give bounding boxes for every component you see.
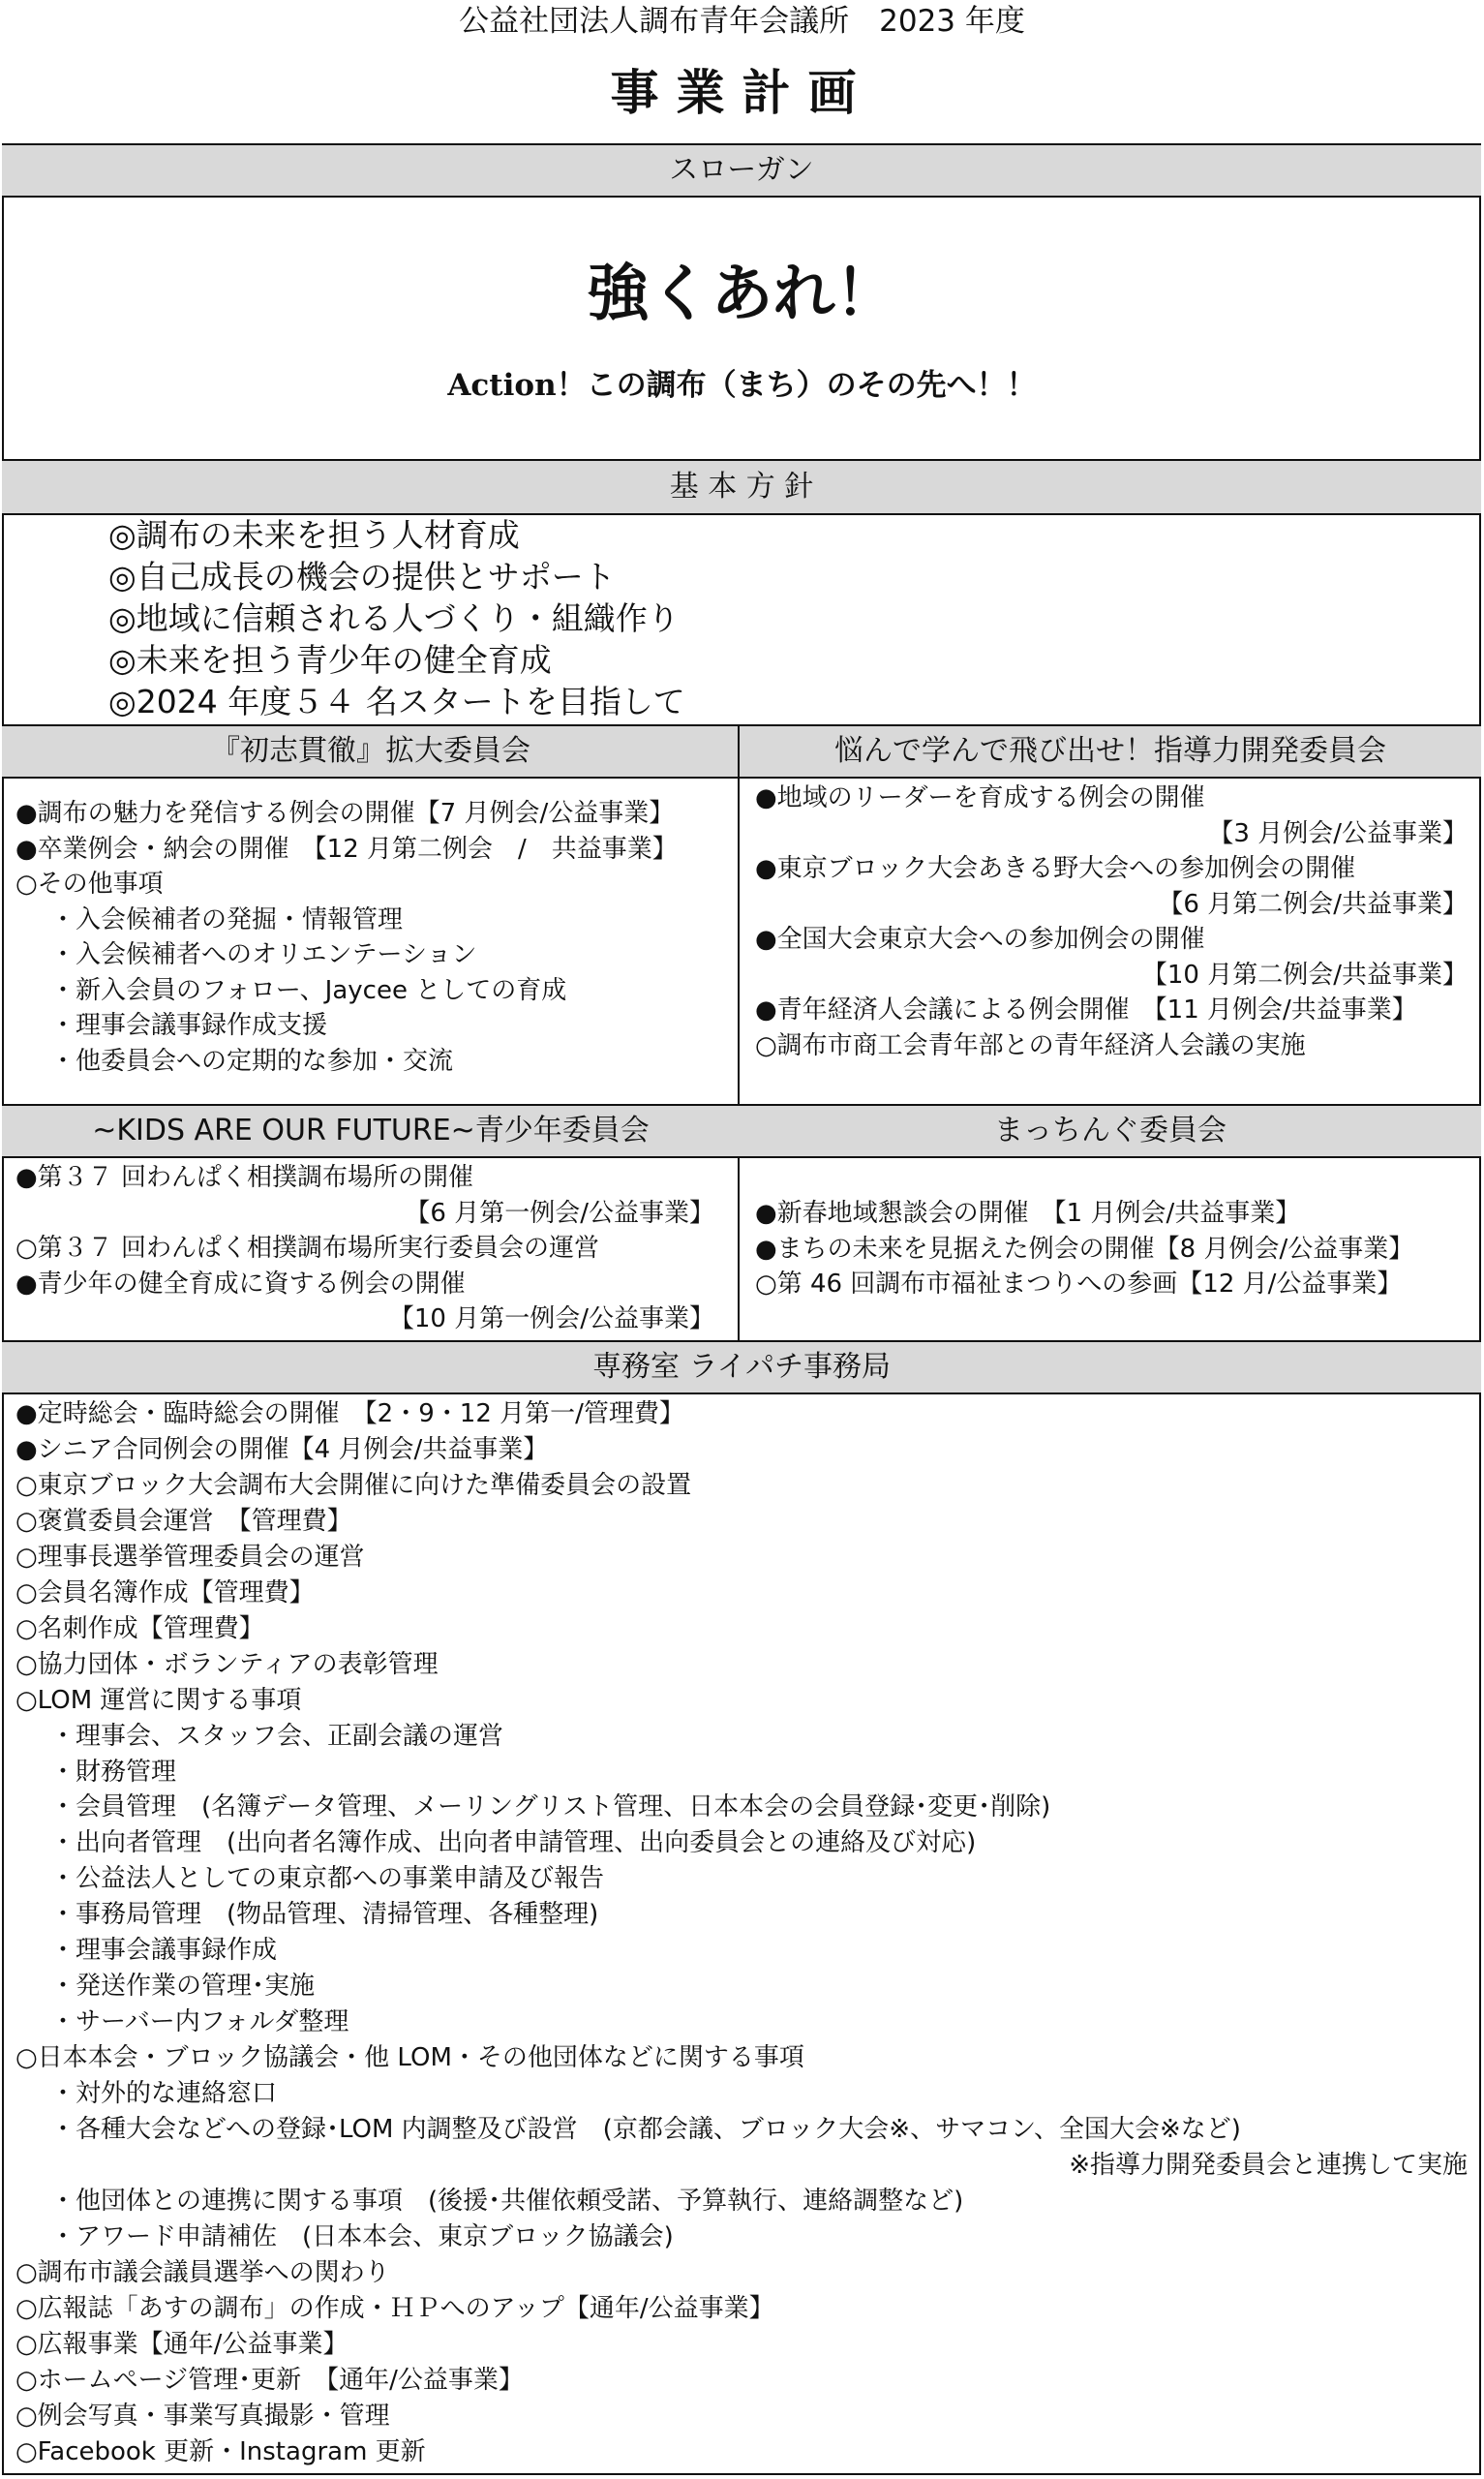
list-item: ・各種大会などへの登録･LOM 内調整及び設営 (京都会議、ブロック大会※、サマコン、全国大会※など) (50, 2115, 1241, 2145)
list-item: ●定時総会・臨時総会の開催 【2・9・12 月第一/管理費】 (15, 1399, 684, 1428)
list-item: ・他委員会への定期的な参加・交流 (50, 1046, 454, 1076)
list-item: ・理事会議事録作成 (50, 1936, 278, 1966)
list-item: 【3 月例会/公益事業】 (1208, 818, 1468, 848)
list-item: ・財務管理 (50, 1757, 177, 1787)
list-item: ○Facebook 更新・Instagram 更新 (15, 2436, 426, 2466)
list-item: ●卒業例会・納会の開催 【12 月第二例会 / 共益事業】 (15, 834, 678, 864)
list-item: ・対外的な連絡窓口 (50, 2079, 278, 2109)
list-item: ○東京ブロック大会調布大会開催に向けた準備委員会の設置 (15, 1470, 692, 1500)
list-item: ○協力団体・ボランティアの表彰管理 (15, 1649, 439, 1679)
machi-committee-list (755, 1196, 1413, 1302)
list-item: ●青年経済人会議による例会開催 【11 月例会/共益事業】 (755, 995, 1417, 1025)
organization-year: 公益社団法人調布青年会議所 2023 年度 (459, 4, 1025, 39)
list-item: ・理事会議事録作成支援 (50, 1011, 328, 1040)
list-item: ○第 46 回調布市福祉まつりへの参画【12 月/公益事業】 (755, 1270, 1403, 1299)
list-item: ・アワード申請補佐 (日本本会、東京ブロック協議会) (50, 2221, 674, 2251)
list-item: ○会員名簿作成【管理費】 (15, 1577, 315, 1607)
list-item: ●青少年の健全育成に資する例会の開催 (15, 1269, 466, 1299)
list-item: ○褒賞委員会運営 【管理費】 (15, 1506, 352, 1536)
list-item: 【10 月第一例会/公益事業】 (388, 1304, 714, 1333)
list-item: 【6 月第一例会/公益事業】 (405, 1198, 714, 1228)
list-item: ○LOM 運営に関する事項 (15, 1685, 302, 1715)
list-item: ●シニア合同例会の開催【4 月例会/共益事業】 (15, 1434, 549, 1464)
list-item: ●新春地域懇談会の開催 【1 月例会/共益事業】 (755, 1199, 1301, 1228)
list-item: ●全国大会東京大会への参加例会の開催 (755, 925, 1205, 954)
list-item: ○第３７ 回わんぱく相撲調布場所実行委員会の運営 (15, 1234, 599, 1263)
youth-committee-list (15, 1160, 714, 1337)
expansion-committee-heading: 『初志貫徹』拡大委員会 (2, 724, 740, 779)
list-item: ・入会候補者へのオリエンテーション (50, 940, 477, 969)
machi-committee-heading: まっちんぐ委員会 (740, 1104, 1481, 1158)
list-item: ・公益法人としての東京都への事業申請及び報告 (50, 1864, 605, 1894)
list-item: ・理事会、スタッフ会、正副会議の運営 (50, 1721, 504, 1751)
list-item: ○例会写真・事業写真撮影・管理 (15, 2401, 390, 2431)
list-item: ・事務局管理 (物品管理、清掃管理、各種整理) (50, 1900, 599, 1930)
list-item: ○理事長選挙管理委員会の運営 (15, 1542, 365, 1572)
list-item: ●地域のリーダーを育成する例会の開催 (755, 783, 1205, 812)
list-item: ●第３７ 回わんぱく相撲調布場所の開催 (15, 1163, 473, 1192)
list-item: ・他団体との連携に関する事項 (後援･共催依頼受諾、予算執行、連絡調整など) (50, 2186, 964, 2216)
list-item: 【10 月第二例会/共益事業】 (1141, 960, 1468, 990)
leadership-committee-list (755, 780, 1468, 1063)
list-item: ●東京ブロック大会あきる野大会への参加例会の開催 (755, 854, 1356, 883)
expansion-committee-list (15, 796, 678, 1079)
slogan-heading: スローガン (2, 143, 1481, 198)
leadership-committee-heading: 悩んで学んで飛び出せ！指導力開発委員会 (740, 724, 1481, 779)
list-item: ○その他事項 (15, 870, 164, 899)
policy-item: ◎自己成長の機会の提供とサポート (108, 558, 616, 596)
policy-item: ◎調布の未来を担う人材育成 (108, 516, 520, 554)
list-item: ・会員管理 (名簿データ管理、メーリングリスト管理、日本本会の会員登録･変更･削除) (50, 1792, 1051, 1822)
list-item: ○ホームページ管理･更新 【通年/公益事業】 (15, 2365, 524, 2395)
list-item: ○調布市議会議員選挙への関わり (15, 2257, 390, 2287)
office-list (15, 1396, 1468, 2470)
slogan-sub: Action！この調布（まち）のその先へ！！ (447, 368, 1037, 403)
list-item: ・出向者管理 (出向者名簿作成、出向者申請管理、出向委員会との連絡及び対応) (50, 1828, 977, 1858)
column-divider (738, 724, 740, 1340)
list-item: ※指導力開発委員会と連携して実施 (1069, 2151, 1468, 2181)
slogan-main: 強くあれ！ (587, 258, 897, 330)
list-item: ○広報事業【通年/公益事業】 (15, 2329, 348, 2359)
list-item: ●調布の魅力を発信する例会の開催【7 月例会/公益事業】 (15, 799, 675, 828)
policy-list (108, 514, 685, 722)
list-item: ●まちの未来を見据えた例会の開催【8 月例会/公益事業】 (755, 1234, 1414, 1264)
office-heading: 専務室 ライパチ事務局 (2, 1340, 1481, 1394)
document-title: 事業計画 (610, 65, 874, 121)
list-item: ・新入会員のフォロー、Jaycee としての育成 (50, 975, 567, 1005)
list-item: 【6 月第二例会/共益事業】 (1158, 889, 1468, 919)
list-item: ・サーバー内フォルダ整理 (50, 2007, 349, 2037)
list-item: ・発送作業の管理･実施 (50, 1972, 316, 2002)
list-item: ○名刺作成【管理費】 (15, 1613, 264, 1643)
list-item: ○日本本会・ブロック協議会・他 LOM・その他団体などに関する事項 (15, 2043, 804, 2073)
policy-item: ◎2024 年度５４ 名スタートを目指して (108, 683, 685, 720)
list-item: ○調布市商工会青年部との青年経済人会議の実施 (755, 1030, 1306, 1060)
policy-heading: 基 本 方 針 (2, 459, 1481, 515)
list-item: ・入会候補者の発掘・情報管理 (50, 904, 404, 934)
policy-item: ◎地域に信頼される人づくり・組織作り (108, 599, 680, 637)
youth-committee-heading: ~KIDS ARE OUR FUTURE~青少年委員会 (2, 1104, 740, 1158)
list-item: ○広報誌「あすの調布」の作成・ＨＰへのアップ【通年/公益事業】 (15, 2293, 774, 2323)
policy-item: ◎未来を担う青少年の健全育成 (108, 641, 552, 679)
